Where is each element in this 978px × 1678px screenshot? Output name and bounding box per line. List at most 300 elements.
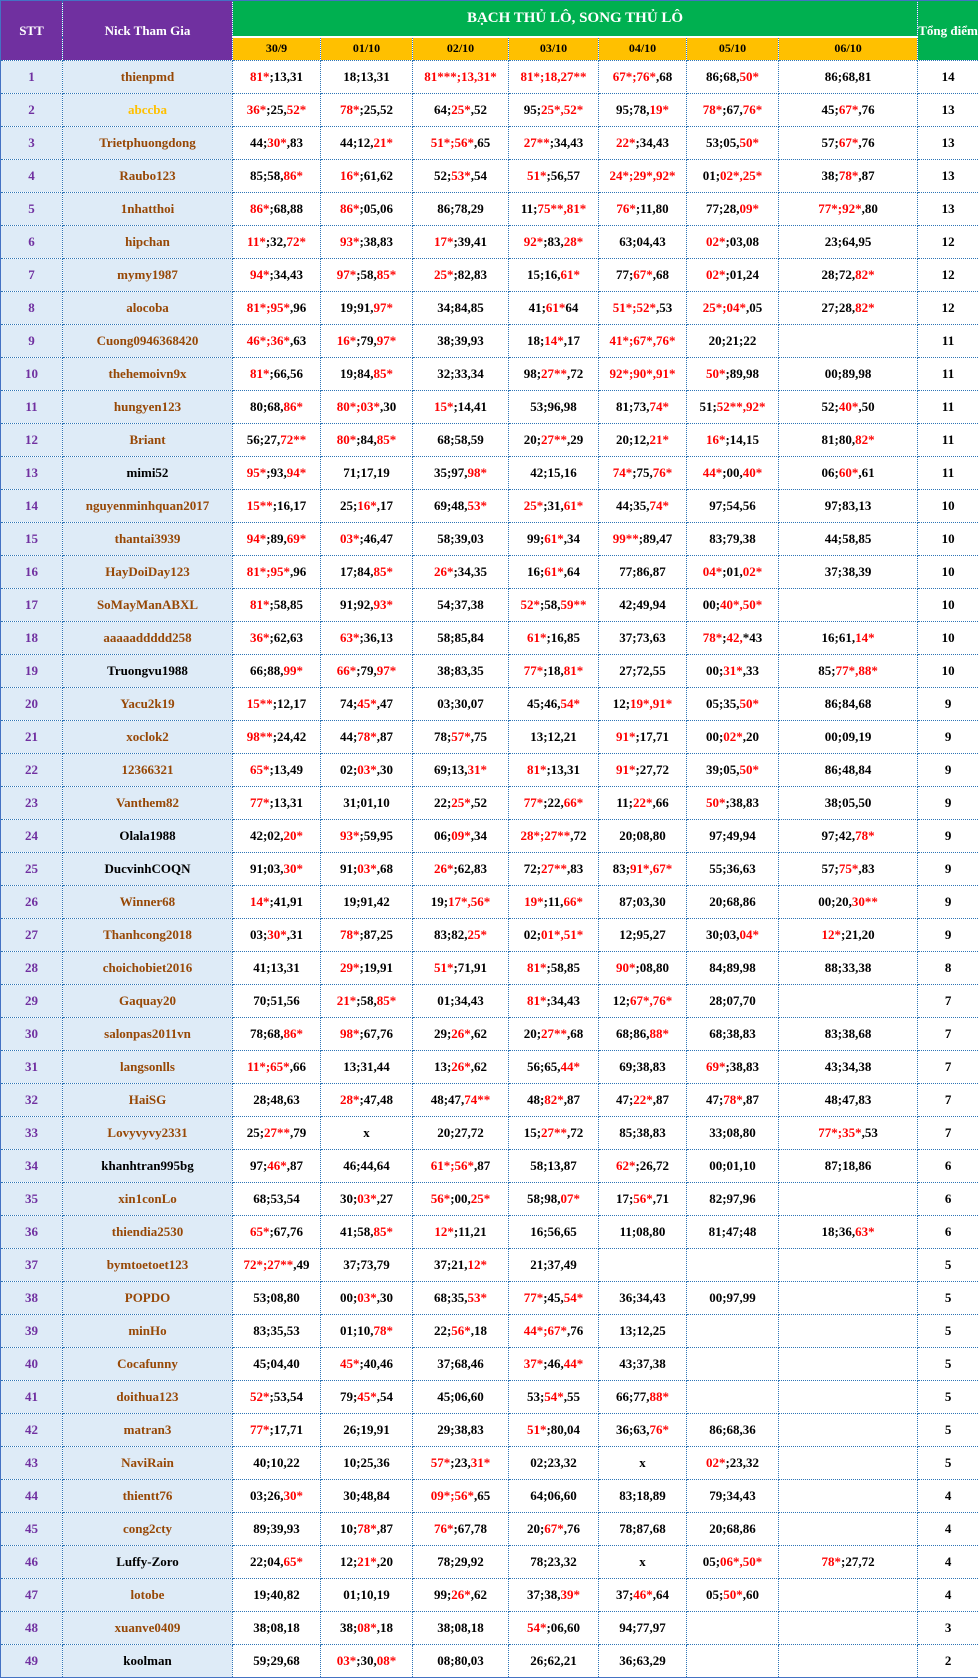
hit-value: 99** [613, 531, 639, 546]
hit-value: 77* [250, 795, 270, 810]
value: 53;05, [706, 135, 740, 150]
day-result-cell [687, 1183, 779, 1216]
day-result-cell [321, 424, 413, 457]
value: ;03,08 [725, 234, 759, 249]
hit-value: 02* [706, 267, 726, 282]
day-result-cell [599, 391, 687, 424]
day-result-cell [233, 754, 321, 787]
value: ,72 [570, 828, 586, 843]
day-result-cell [687, 1249, 779, 1282]
day-result-cell [233, 1018, 321, 1051]
value: 37; [616, 1587, 633, 1602]
value: ;89, [266, 531, 287, 546]
day-result-cell [233, 1381, 321, 1414]
total-points: 7 [918, 1084, 978, 1117]
row-number: 40 [1, 1348, 63, 1381]
value: 42;15,16 [530, 465, 577, 480]
day-result-cell [779, 721, 918, 754]
value: 38; [340, 1620, 357, 1635]
hit-value: 21* [650, 432, 670, 447]
hit-value: 14* [544, 333, 564, 348]
hit-value: 22* [633, 795, 653, 810]
table-row [1, 160, 978, 193]
day-result-cell [779, 1480, 918, 1513]
day-result-cell [599, 1150, 687, 1183]
day-result-cell [321, 688, 413, 721]
value: 97;42, [821, 828, 855, 843]
total-points: 5 [918, 1249, 978, 1282]
day-result-cell [233, 1645, 321, 1678]
day-result-cell [687, 1315, 779, 1348]
day-result-cell [321, 1414, 413, 1447]
hit-value: 24*;29*,92* [609, 168, 675, 183]
value: 71;17,19 [343, 465, 390, 480]
value: 89;39,93 [253, 1521, 300, 1536]
day-result-cell [509, 1513, 599, 1546]
value: ,87 [377, 729, 393, 744]
value: ,53 [862, 1125, 878, 1140]
date-column-header: 01/10 [321, 37, 413, 61]
participant-nickname: Briant [63, 424, 233, 457]
value: 45;06,60 [437, 1389, 484, 1404]
value: ;32, [266, 234, 287, 249]
participant-nickname: xin1conLo [63, 1183, 233, 1216]
value: 11; [521, 201, 538, 216]
value: ;13,31 [269, 69, 303, 84]
row-number: 39 [1, 1315, 63, 1348]
value: ,65 [474, 1488, 490, 1503]
value: 91;92, [340, 597, 374, 612]
value: ;24,42 [273, 729, 307, 744]
table-row [1, 424, 978, 457]
day-result-cell [321, 1282, 413, 1315]
hit-value: 82* [855, 432, 875, 447]
stt-column-header: STT [1, 1, 63, 61]
day-result-cell [233, 952, 321, 985]
day-result-cell [509, 985, 599, 1018]
table-row [1, 1579, 978, 1612]
day-result-cell [509, 886, 599, 919]
day-result-cell [413, 61, 509, 94]
hit-value: 90* [616, 960, 636, 975]
day-result-cell [599, 424, 687, 457]
hit-value: 86* [284, 168, 304, 183]
value: ;79, [356, 663, 377, 678]
value: 00; [703, 597, 720, 612]
value: 68;38,83 [709, 1026, 756, 1041]
day-result-cell [687, 226, 779, 259]
value: 37;73,63 [619, 630, 666, 645]
participant-nickname: bymtoetoet123 [63, 1249, 233, 1282]
hit-value: 67* [544, 1521, 564, 1536]
hit-value: 04* [740, 927, 760, 942]
day-result-cell [599, 1612, 687, 1645]
hit-value: 26* [451, 1059, 471, 1074]
value: 37;38,39 [825, 564, 872, 579]
day-result-cell [413, 226, 509, 259]
hit-value: 26* [434, 861, 454, 876]
day-result-cell [413, 1414, 509, 1447]
value: ;11,80 [636, 201, 669, 216]
value: ;13,49 [269, 762, 303, 777]
hit-value: 03* [340, 531, 360, 546]
hit-value: 07* [561, 1191, 581, 1206]
value: 83;35,53 [253, 1323, 300, 1338]
value: ,50 [858, 399, 874, 414]
hit-value: 91*,67* [630, 861, 672, 876]
day-result-cell [687, 1216, 779, 1249]
hit-value: 27** [264, 1125, 290, 1140]
value: ;27,72 [841, 1554, 875, 1569]
day-result-cell [687, 193, 779, 226]
day-result-cell [233, 919, 321, 952]
hit-value: 02*,25* [720, 168, 762, 183]
hit-value: 52* [287, 102, 307, 117]
value: 97;49,94 [709, 828, 756, 843]
value: 70;51,56 [253, 993, 300, 1008]
hit-value: 27** [541, 1125, 567, 1140]
value: 91;03, [250, 861, 284, 876]
day-result-cell [233, 985, 321, 1018]
day-result-cell [599, 1117, 687, 1150]
hit-value: 41*;67*,76* [609, 333, 675, 348]
day-result-cell [687, 391, 779, 424]
day-result-cell [599, 1414, 687, 1447]
hit-value: 26* [451, 1026, 471, 1041]
day-result-cell [779, 457, 918, 490]
day-result-cell [687, 160, 779, 193]
participant-nickname: POPDO [63, 1282, 233, 1315]
value: ;93, [266, 465, 287, 480]
value: 20;21;22 [709, 333, 757, 348]
day-result-cell [413, 1315, 509, 1348]
value: 00;20, [818, 894, 852, 909]
hit-value: 77* [524, 1290, 544, 1305]
table-row [1, 754, 978, 787]
total-points: 9 [918, 853, 978, 886]
day-result-cell [321, 886, 413, 919]
table-row [1, 556, 978, 589]
day-result-cell [413, 1480, 509, 1513]
day-result-cell [509, 1579, 599, 1612]
value: 05; [706, 1587, 723, 1602]
value: ;34,43 [269, 267, 303, 282]
hit-value: 78* [703, 102, 723, 117]
value: 53;08,80 [253, 1290, 300, 1305]
hit-value: 88* [650, 1389, 670, 1404]
value: 44; [250, 135, 267, 150]
value: 45; [821, 102, 838, 117]
day-result-cell [599, 655, 687, 688]
value: 29; [434, 1026, 451, 1041]
row-number: 49 [1, 1645, 63, 1678]
day-result-cell [779, 193, 918, 226]
hit-value: 80*;03* [337, 399, 380, 414]
day-result-cell [413, 556, 509, 589]
value: 38;08,18 [253, 1620, 300, 1635]
hit-value: 31* [723, 663, 743, 678]
value: ,87 [858, 168, 874, 183]
day-result-cell [413, 1579, 509, 1612]
value: ,87 [653, 1092, 669, 1107]
value: 95;78, [616, 102, 650, 117]
hit-value: 56* [431, 1191, 451, 1206]
value: ;67,76 [359, 1026, 393, 1041]
table-row [1, 952, 978, 985]
value: 03;30,07 [437, 696, 484, 711]
hit-value: 51* [527, 168, 547, 183]
value: 53; [527, 1389, 544, 1404]
value: ,62 [471, 1026, 487, 1041]
hit-value: 53* [468, 498, 488, 513]
value: ,87 [564, 1092, 580, 1107]
hit-value: 27** [541, 432, 567, 447]
participant-nickname: thantai3939 [63, 523, 233, 556]
day-result-cell [233, 160, 321, 193]
participant-nickname: hungyen123 [63, 391, 233, 424]
day-result-cell [509, 1546, 599, 1579]
day-result-cell [687, 457, 779, 490]
hit-value: 11*;65* [247, 1059, 290, 1074]
participant-nickname: Olala1988 [63, 820, 233, 853]
day-result-cell [599, 490, 687, 523]
day-result-cell [599, 160, 687, 193]
day-result-cell [779, 1315, 918, 1348]
value: ,62 [471, 1587, 487, 1602]
hit-value: 81* [564, 663, 584, 678]
day-result-cell [779, 259, 918, 292]
table-row [1, 1282, 978, 1315]
hit-value: 03* [357, 1191, 377, 1206]
hit-value: 53* [468, 1290, 488, 1305]
hit-value: 19* [650, 102, 670, 117]
value: ;23, [450, 1455, 471, 1470]
hit-value: 94* [247, 531, 267, 546]
value: 56;65, [527, 1059, 561, 1074]
participant-nickname: thehemoivn9x [63, 358, 233, 391]
total-points: 9 [918, 886, 978, 919]
value: 13;12,25 [619, 1323, 666, 1338]
day-result-cell [509, 1084, 599, 1117]
day-result-cell [509, 952, 599, 985]
value: ,17 [377, 498, 393, 513]
hit-value: 46* [267, 1158, 287, 1173]
day-result-cell [779, 985, 918, 1018]
value: 06; [434, 828, 451, 843]
hit-value: 75**,81* [537, 201, 586, 216]
value: 01;34,43 [437, 993, 484, 1008]
value: 69;38,83 [619, 1059, 666, 1074]
hit-value: 61* [527, 630, 547, 645]
value: 83;79,38 [709, 531, 756, 546]
hit-value: 72* [286, 234, 306, 249]
value: ,30 [377, 1290, 393, 1305]
value: ,96 [290, 300, 306, 315]
total-points: 7 [918, 985, 978, 1018]
row-number: 17 [1, 589, 63, 622]
day-result-cell [779, 160, 918, 193]
hit-value: 81*;18,27** [520, 69, 586, 84]
value: ;00, [450, 1191, 471, 1206]
value: 11; [616, 795, 633, 810]
value: ;75, [632, 465, 653, 480]
day-result-cell [687, 787, 779, 820]
hit-value: 94* [250, 267, 270, 282]
day-result-cell [321, 655, 413, 688]
hit-value: 27** [541, 1026, 567, 1041]
day-result-cell [321, 1315, 413, 1348]
value: ;17,71 [635, 729, 669, 744]
value: ;53,54 [269, 1389, 303, 1404]
hit-value: 94* [287, 465, 307, 480]
value: 16; [527, 564, 544, 579]
day-result-cell [321, 1084, 413, 1117]
value: ,71 [653, 1191, 669, 1206]
day-result-cell [779, 589, 918, 622]
day-result-cell [779, 1381, 918, 1414]
table-row [1, 1249, 978, 1282]
value: ,79 [290, 1125, 306, 1140]
value: 15;16, [527, 267, 561, 282]
hit-value: 08* [357, 1620, 377, 1635]
hit-value: 42, [727, 630, 743, 645]
hit-value: 67* [839, 102, 859, 117]
row-number: 44 [1, 1480, 63, 1513]
value: 03;26, [250, 1488, 284, 1503]
hit-value: 44*;67* [524, 1323, 567, 1338]
hit-value: 50* [740, 135, 760, 150]
row-number: 7 [1, 259, 63, 292]
day-result-cell [509, 1612, 599, 1645]
table-row [1, 226, 978, 259]
table-row [1, 688, 978, 721]
hit-value: 77*;35* [818, 1125, 861, 1140]
hit-value: 78* [340, 102, 360, 117]
value: ;79, [356, 333, 377, 348]
hit-value: 25* [524, 498, 544, 513]
hit-value: 56* [633, 1191, 653, 1206]
hit-value: 72** [280, 432, 306, 447]
day-result-cell [509, 127, 599, 160]
day-result-cell [509, 1216, 599, 1249]
value: ;34,43 [550, 135, 584, 150]
value: ,87 [743, 1092, 759, 1107]
value: ,76 [567, 1323, 583, 1338]
day-result-cell [321, 754, 413, 787]
day-result-cell [509, 787, 599, 820]
day-result-cell [413, 490, 509, 523]
day-result-cell [599, 1579, 687, 1612]
value: 27;72,55 [619, 663, 666, 678]
day-result-cell [413, 886, 509, 919]
hit-value: 45* [357, 696, 377, 711]
total-points: 9 [918, 820, 978, 853]
hit-value: 76* [434, 1521, 454, 1536]
day-result-cell [687, 325, 779, 358]
table-row [1, 1447, 978, 1480]
value: 86;68,81 [825, 69, 872, 84]
day-result-cell [233, 1282, 321, 1315]
value: ;16,17 [273, 498, 307, 513]
value: 86;68, [706, 69, 740, 84]
day-result-cell [779, 94, 918, 127]
day-result-cell [599, 193, 687, 226]
hit-value: 99* [284, 663, 304, 678]
value: 25; [340, 498, 357, 513]
day-result-cell [687, 688, 779, 721]
participant-nickname: koolman [63, 1645, 233, 1678]
hit-value: 78* [340, 927, 360, 942]
hit-value: 30* [267, 927, 287, 942]
day-result-cell [509, 424, 599, 457]
value: 41;13,31 [253, 960, 300, 975]
value: ;67,78 [453, 1521, 487, 1536]
table-row [1, 391, 978, 424]
total-points: 5 [918, 1282, 978, 1315]
value: ;82,83 [453, 267, 487, 282]
day-result-cell [599, 1051, 687, 1084]
total-points: 5 [918, 1348, 978, 1381]
value: 57; [821, 861, 838, 876]
hit-value: 03* [357, 861, 377, 876]
day-result-cell [321, 1612, 413, 1645]
day-result-cell [413, 853, 509, 886]
day-result-cell [321, 589, 413, 622]
value: 16;61, [821, 630, 855, 645]
value: ;66,56 [269, 366, 303, 381]
hit-value: 92*;90*,91* [609, 366, 675, 381]
hit-value: 50* [740, 696, 760, 711]
participant-nickname: hipchan [63, 226, 233, 259]
day-result-cell [413, 325, 509, 358]
value: ;17,71 [269, 1422, 303, 1437]
hit-value: 61* [544, 564, 564, 579]
hit-value: 97* [377, 663, 397, 678]
value: 51; [699, 399, 716, 414]
value: 72; [524, 861, 541, 876]
value: 48;47, [431, 1092, 465, 1107]
row-number: 32 [1, 1084, 63, 1117]
hit-value: 27** [541, 861, 567, 876]
day-result-cell [599, 556, 687, 589]
value: 05; [703, 1554, 720, 1569]
row-number: 9 [1, 325, 63, 358]
hit-value: 30* [284, 1488, 304, 1503]
hit-value: 66* [337, 663, 357, 678]
day-result-cell [687, 919, 779, 952]
participant-nickname: thienpmd [63, 61, 233, 94]
value: ;21,20 [841, 927, 875, 942]
day-result-cell [233, 1150, 321, 1183]
day-result-cell [321, 325, 413, 358]
value: x [363, 1125, 370, 1140]
value: 03; [250, 927, 267, 942]
value: ;38,83 [725, 1059, 759, 1074]
day-result-cell [599, 1216, 687, 1249]
value: ;08,80 [635, 960, 669, 975]
day-result-cell [509, 523, 599, 556]
value: 52; [821, 399, 838, 414]
value: ;41,91 [269, 894, 303, 909]
value: ,27 [377, 1191, 393, 1206]
hit-value: 88* [650, 1026, 670, 1041]
day-result-cell [321, 721, 413, 754]
value: 78;68, [250, 1026, 284, 1041]
day-result-cell [509, 292, 599, 325]
day-result-cell [599, 787, 687, 820]
day-result-cell [687, 622, 779, 655]
value: 40;10,22 [253, 1455, 300, 1470]
